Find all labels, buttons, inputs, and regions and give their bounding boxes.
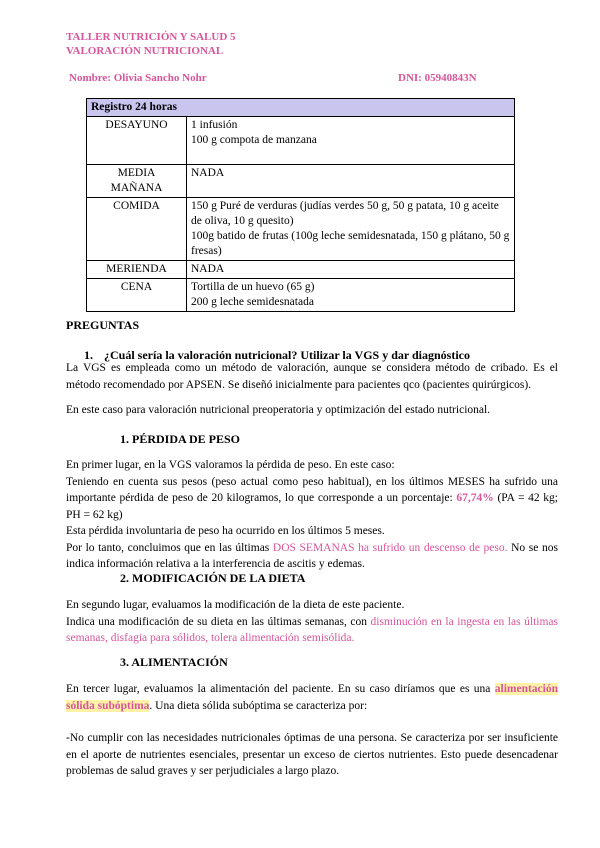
meal-foods [187,279,515,312]
preguntas-heading: PREGUNTAS [66,318,140,332]
table-row [87,279,515,312]
paragraph-vgs: La VGS es empleada como un método de valoración, aunque se considera método de cribado. Es el método recomendado por APSEN. Se diseñó inicialmente para pacientes qco (pacientes quirúrgicos). [66,362,558,391]
meal-foods [187,261,515,279]
food-line: 100 g compota de manzana [191,134,317,146]
food-line: 100g batido de frutas (100g leche semidesnatada, 150 g plátano, 50 g fresas) [191,230,510,257]
doc-title-line2: VALORACIÓN NUTRICIONAL [66,45,224,57]
meal-name: MERIENDA [87,261,187,279]
paragraph: -No cumplir con las necesidades nutricionales óptimas de una persona. Se caracteriza por ser insuficiente en el aporte de nutrientes esenciales, presentar un exceso de ciertos nutrientes. Esto puede desencadenar problemas de salud graves y ser perjudiciales a largo plazo. [66,732,558,777]
meal-foods [187,117,515,165]
table-row [87,165,515,198]
food-line: 1 infusión [191,119,238,131]
paragraph: Indica una modificación de su dieta en las últimas semanas, con disminución en la ingesta en las últimas semanas, disfagia para sólidos, tolera alimentación semisólida. [66,615,558,644]
paragraph: Por lo tanto, concluimos que en las últimas DOS SEMANAS ha sufrido un descenso de peso. No se nos indica información relativa a la interferencia de ascitis y edemas. [66,541,558,570]
meal-name: MEDIA MAÑANA [87,165,187,198]
highlight-text: DOS SEMANAS ha sufrido un descenso de peso. [272,541,508,554]
food-line: 200 g leche semidesnatada [191,296,314,308]
highlight-text: disminución en la ingesta en las últimas semanas, disfagia para sólidos, tolera alimentación semisólida. [66,615,558,644]
meal-name: DESAYUNO [87,117,187,165]
section-perdida-peso-title: 1. PÉRDIDA DE PESO [120,432,241,446]
paragraph: En primer lugar, en la VGS valoramos la pérdida de peso. En este caso: [66,459,395,471]
food-line [191,148,510,163]
section-modificacion-dieta-title: 2. MODIFICACIÓN DE LA DIETA [120,571,306,585]
student-dni: DNI: 05940843N [398,72,477,84]
food-line: NADA [191,167,225,179]
meal-name: CENA [87,279,187,312]
meal-foods [187,165,515,198]
paragraph-caso: En este caso para valoración nutricional preoperatoria y optimización del estado nutricional. [66,404,491,416]
registro-24h-table [86,98,515,312]
table-row [87,117,515,165]
table-title: Registro 24 horas [87,99,515,117]
student-name: Nombre: Olivia Sancho Nohr [69,72,207,84]
food-line: NADA [191,263,225,275]
meal-foods [187,198,515,261]
section-modificacion-dieta-body [66,597,558,647]
section-perdida-peso-body [66,457,558,573]
section-alimentacion-title: 3. ALIMENTACIÓN [120,655,228,669]
question-number: 1. [84,348,93,362]
percentage-value: 67,74% [456,492,494,504]
question-text: ¿Cuál sería la valoración nutricional? Utilizar la VGS y dar diagnóstico [104,348,471,362]
section-alimentacion-body [66,681,558,780]
table-row [87,261,515,279]
highlight-text: alimentación sólida subóptima [66,683,558,712]
paragraph: Esta pérdida involuntaria de peso ha ocurrido en los últimos 5 meses. [66,525,385,537]
table-row [87,198,515,261]
food-line: Tortilla de un huevo (65 g) [191,281,315,293]
paragraph: En tercer lugar, evaluamos la alimentación del paciente. En su caso diríamos que es una alimentación sólida subóptima. Una dieta sólida subóptima se caracteriza por: [66,683,558,712]
paragraph: Teniendo en cuenta sus pesos (peso actual como peso habitual), en los últimos MESES ha sufrido una importante pérdida de peso de 20 kilogramos, lo que corresponde a un porcentaje: 67,74% (PA = 42 kg; PH = 62 kg) [66,475,558,521]
paragraph: En segundo lugar, evaluamos la modificación de la dieta de este paciente. [66,599,405,611]
doc-title-line1: TALLER NUTRICIÓN Y SALUD 5 [66,31,236,43]
meal-name: COMIDA [87,198,187,261]
food-line: 150 g Puré de verduras (judías verdes 50 g, 50 g patata, 10 g aceite de oliva, 10 g quesito) [191,200,499,227]
